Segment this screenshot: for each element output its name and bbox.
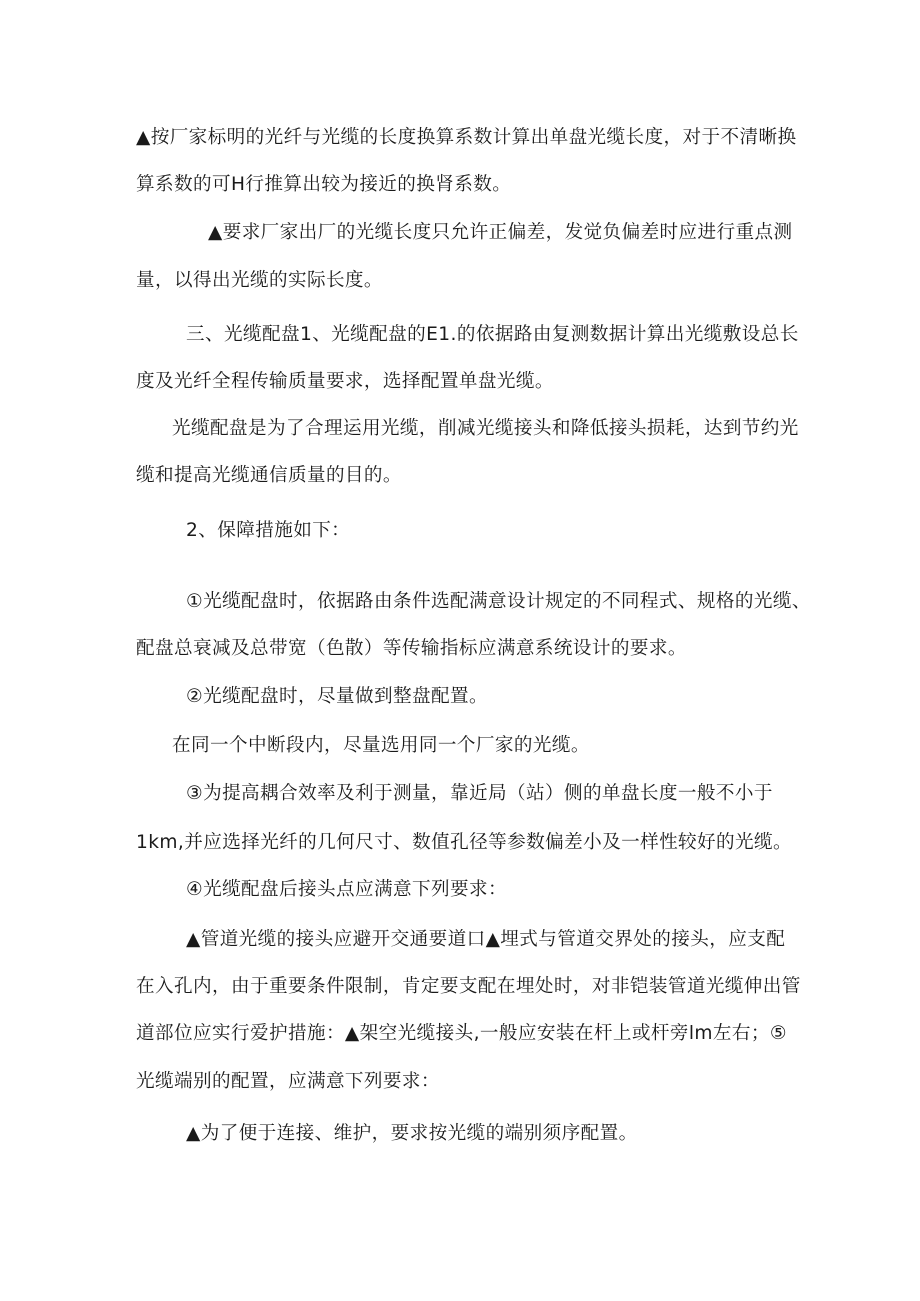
text-line: 在入孔内，由于重要条件限制，肯定要支配在埋处时，对非铠装管道光缆伸出管	[136, 976, 801, 997]
text-line: ②光缆配盘时，尽量做到整盘配置。	[186, 686, 488, 707]
text-line: ▲管道光缆的接头应避开交通要道口▲埋式与管道交界处的接头，应支配	[186, 929, 786, 950]
text-line: 度及光纤全程传输质量要求，选择配置单盘光缆。	[136, 371, 554, 392]
text-line: ③为提高耦合效率及利于测量，靠近局（站）侧的单盘长度一般不小于	[186, 783, 773, 804]
text-line: 在同一个中断段内，尽量选用同一个厂家的光缆。	[172, 735, 590, 756]
text-line: ④光缆配盘后接头点应满意下列要求：	[186, 879, 507, 900]
text-line: 道部位应实行爱护措施：▲架空光缆接头,一般应安装在杆上或杆旁lm左右；⑤	[136, 1023, 787, 1044]
text-line: 2、保障措施如下：	[186, 520, 351, 541]
text-line: ▲为了便于连接、维护，要求按光缆的端别须序配置。	[186, 1123, 638, 1144]
text-line: 算系数的可H行推算出较为接近的换肾系数。	[136, 174, 512, 195]
text-line: 量，以得出光缆的实际长度。	[136, 270, 383, 291]
text-line: 光缆端别的配置，应满意下列要求：	[136, 1071, 440, 1092]
text-line: 配盘总衰减及总带宽（色散）等传输指标应满意系统设计的要求。	[136, 638, 687, 659]
text-line: 1km,并应选择光纤的几何尺寸、数值孔径等参数偏差小及一样性较好的光缆。	[136, 832, 793, 853]
text-line: ▲要求厂家出厂的光缆长度只允许正偏差，发觉负偏差时应进行重点测	[208, 222, 793, 243]
text-line: 缆和提高光缆通信质量的目的。	[136, 465, 402, 486]
text-line: ①光缆配盘时，依据路由条件选配满意设计规定的不同程式、规格的光缆、	[186, 591, 811, 612]
text-line: ▲按厂家标明的光纤与光缆的长度换算系数计算出单盘光缆长度，对于不清晰换	[136, 127, 797, 148]
text-line: 三、光缆配盘1、光缆配盘的E1.的依据路由复测数据计算出光缆敷设总长	[186, 324, 799, 345]
text-line: 光缆配盘是为了合理运用光缆，削减光缆接头和降低接头损耗，达到节约光	[172, 418, 799, 439]
